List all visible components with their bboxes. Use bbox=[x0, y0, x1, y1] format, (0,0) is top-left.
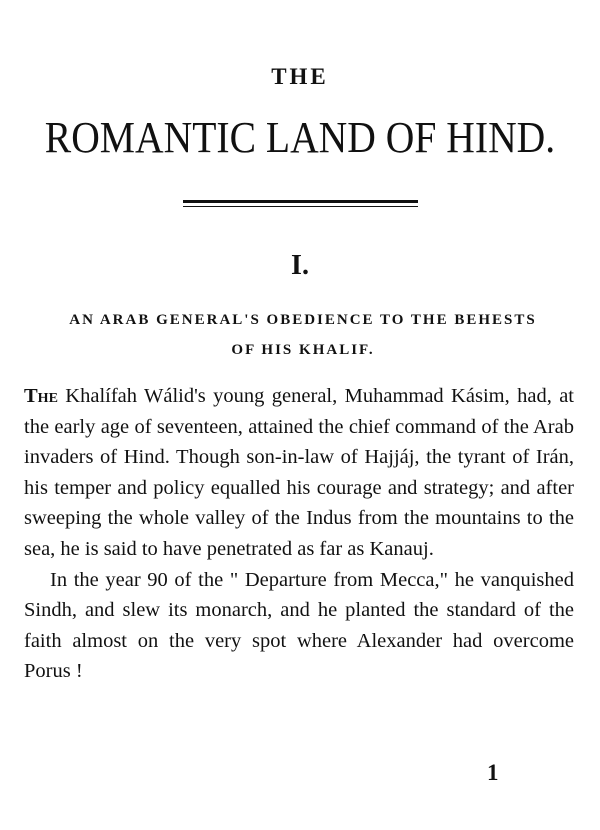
body-text bbox=[24, 381, 574, 687]
chapter-heading bbox=[34, 305, 572, 365]
chapter-number: I. bbox=[291, 250, 309, 281]
paragraph-2: In the year 90 of the " Departure from Mecca," he vanquished Sindh, and slew its monarch, and he planted the standard of the faith almost on the very spot where Alexander had overcome Porus ! bbox=[24, 568, 574, 683]
title-kicker: THE bbox=[271, 64, 329, 89]
paragraph-lead-word: The bbox=[24, 385, 58, 407]
page-number: 1 bbox=[487, 760, 499, 785]
title-rule-thin bbox=[183, 206, 418, 207]
chapter-heading-line2: OF HIS KHALIF. bbox=[231, 342, 375, 358]
title-rule-thick bbox=[183, 200, 418, 203]
chapter-heading-line1: AN ARAB GENERAL'S OBEDIENCE TO THE BEHESTS bbox=[69, 312, 537, 328]
paragraph-1-text: Khalífah Wálid's young general, Muhammad Kásim, had, at the early age of seventeen, attained the chief command of the Arab invaders of Hind. Though son-in-law of Hajjáj, the tyrant of Irán, his temper and policy equalled his courage and strategy; and after sweeping the whole valley of the Indus from the mountains to the sea, he is said to have penetrated as far as Kanauj. bbox=[24, 385, 574, 560]
paragraph-1 bbox=[24, 381, 574, 565]
book-title: ROMANTIC LAND OF HIND. bbox=[44, 113, 556, 162]
